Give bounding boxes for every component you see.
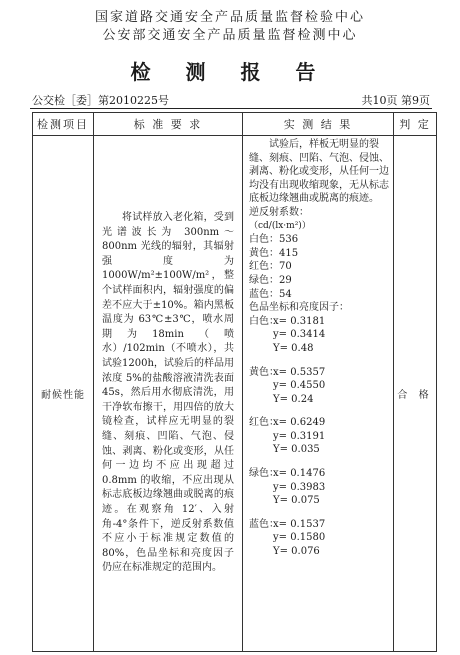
cell-item <box>33 136 94 652</box>
report-number: 公交检［委］第2010225号 <box>32 94 169 107</box>
list-item: 红色：70 <box>249 261 292 273</box>
report-title: 检 测 报 告 <box>130 60 330 84</box>
judgement-value: 合 格 <box>397 390 433 401</box>
list-item: 绿色： x= 0.1476 <box>249 468 326 480</box>
institution-name-1: 国家道路交通安全产品质量监督检验中心 <box>94 10 365 25</box>
retro-title: 逆反射系数： <box>249 206 309 218</box>
list-item: 黄色：415 <box>249 247 299 259</box>
chroma-title: 色品坐标和亮度因子： <box>249 302 349 314</box>
report-table <box>32 112 437 652</box>
col-header-judgement: 判 定 <box>394 113 437 136</box>
cell-standard <box>94 136 243 652</box>
list-item: 蓝色：54 <box>249 288 292 300</box>
chroma-list: 白色： x= 0.3181 y= 0.3414 Y= 0.48 黄色： x= 0.5357 y= 0.4550 Y= 0.24 红色： x= 0.6249 y= 0.3191 Y= 0.035 绿色： x= 0.1476 y= 0.3983 Y= 0.075 蓝色： x= 0.1537 y= 0.1580 Y= 0.076 <box>249 315 389 559</box>
result-block <box>243 136 393 561</box>
header-divider <box>30 108 432 109</box>
list-item: 绿色：29 <box>249 274 292 286</box>
standard-text: 将试样放入老化箱，受到光谱波长为 300nm～800nm 光线的辐射，其辐射强度为1000W/m²±100W/m²，整个试样面积内，辐射强度的偏差不应大于±10%。箱内黑板温度为 63℃±3℃，喷水周期为18min（喷水）/102min（不喷水），共试验1200h，试验后的样品用浓度 5%的盐酸溶液清洗表面45s，然后用水彻底清洗，用干净软布擦干，用四倍的放大镜检查，试样应无明显的裂缝、刻痕、凹陷、气泡、侵蚀、剥离、粉化或变形，从任何一边均不应出现超过 0.8mm 的收缩，不应出现从标志底板边缘翘曲或脱离的痕迹。在观察角 12′、入射角-4°条件下，逆反射系数值不应小于标准规定数值的 80%，色品坐标和亮度因子仍应在标准规定的范围内。 <box>102 212 234 574</box>
col-header-standard: 标 准 要 求 <box>94 113 243 136</box>
result-intro: 试验后，样板无明显的裂缝、刻痕、凹陷、气泡、侵蚀、剥离、粉化或变形，从任何一边均没有出现收缩现象，无从标志底板边缘翘曲或脱离的痕迹。 <box>249 139 389 205</box>
cell-result <box>243 136 394 652</box>
list-item: 白色： x= 0.3181 <box>249 315 326 327</box>
item-name: 耐候性能 <box>41 390 85 401</box>
list-item: 黄色： x= 0.5357 <box>249 366 326 378</box>
list-item: 红色： x= 0.6249 <box>249 417 326 429</box>
retro-unit: （cd/(lx·m²)） <box>249 220 311 231</box>
list-item: 蓝色： x= 0.1537 <box>249 518 326 530</box>
cell-judgement <box>394 136 437 652</box>
retro-list <box>249 233 389 301</box>
table-header-row <box>33 113 437 136</box>
institution-name-2: 公安部交通安全产品质量监督检测中心 <box>102 28 358 43</box>
list-item: 白色：536 <box>249 234 299 246</box>
table-row <box>33 136 437 652</box>
col-header-item: 检测项目 <box>33 113 94 136</box>
col-header-result: 实 测 结 果 <box>243 113 394 136</box>
page-info: 共10页 第9页 <box>361 94 430 107</box>
